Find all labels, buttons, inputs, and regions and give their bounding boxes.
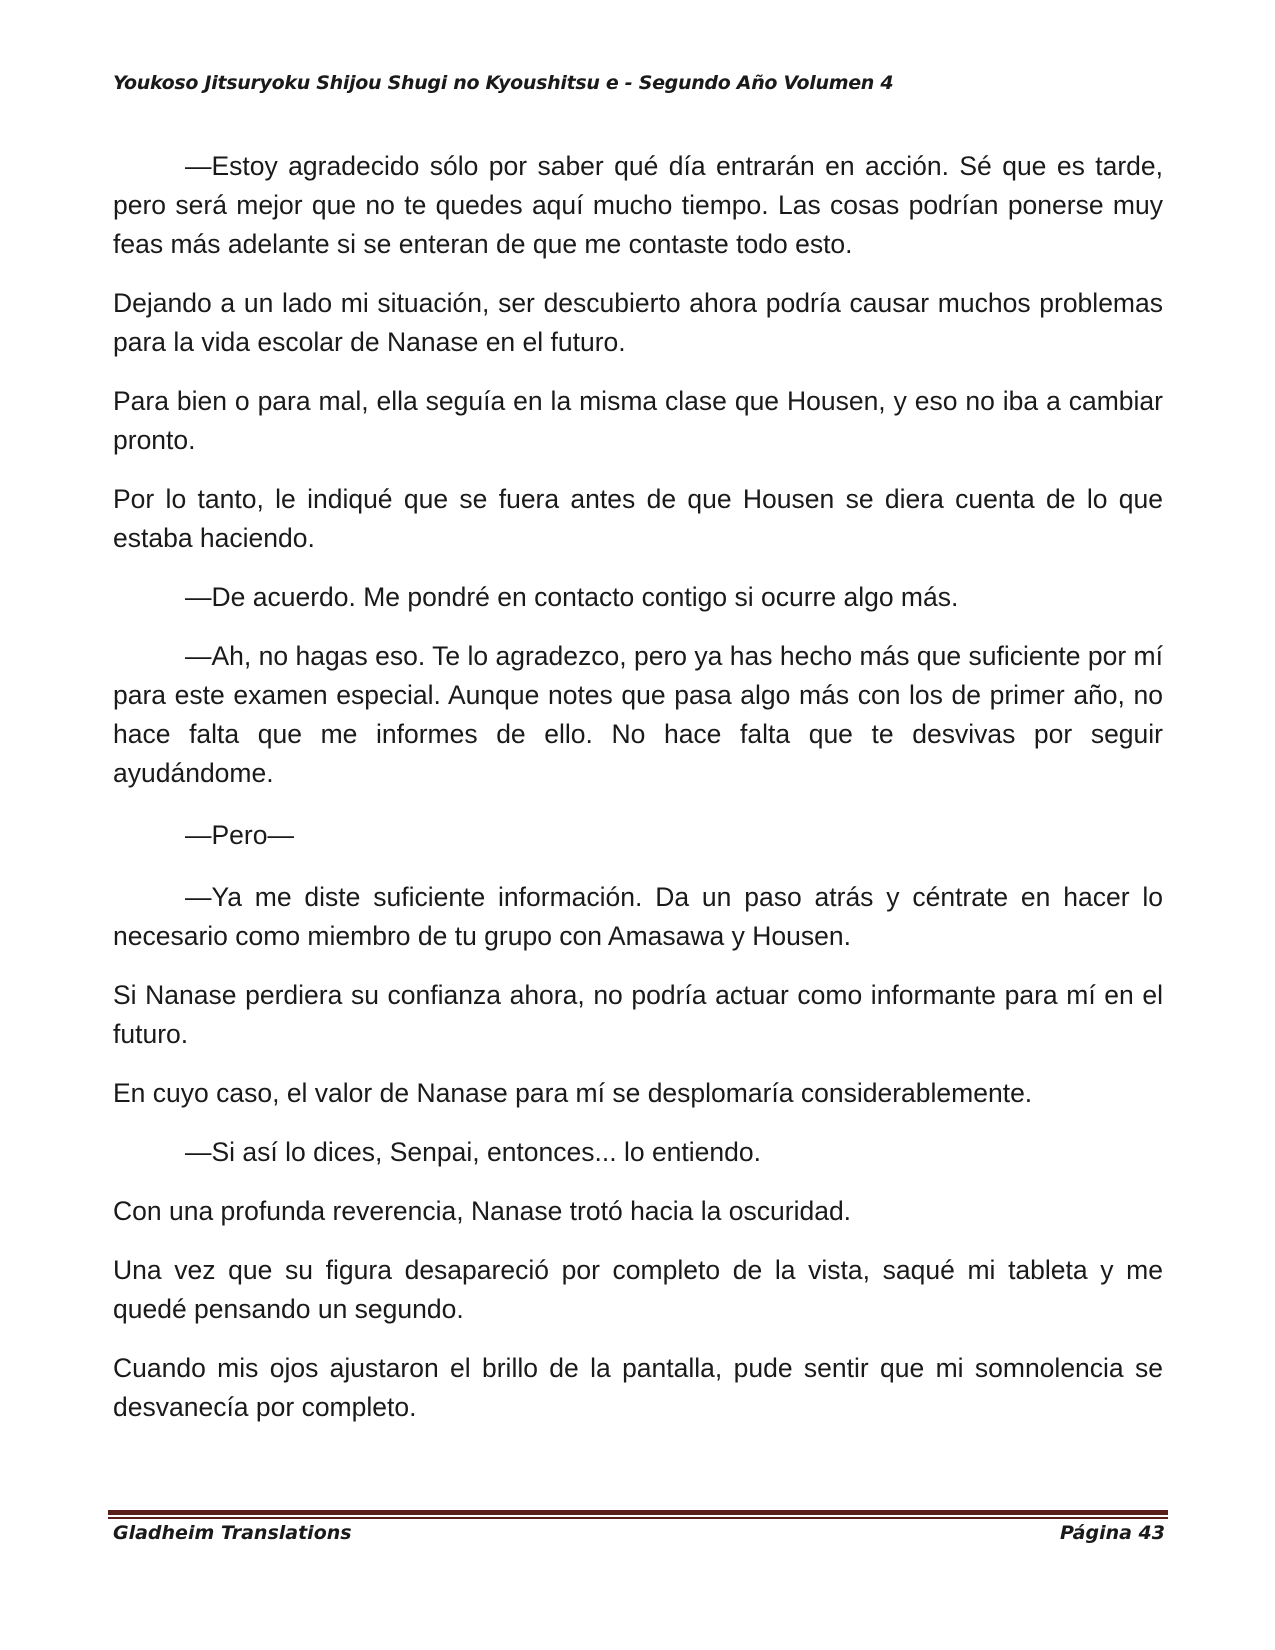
paragraph: —Pero— xyxy=(185,820,294,850)
paragraph: —Estoy agradecido sólo por saber qué día entrarán en acción. Sé que es tarde, pero será mejor que no te quedes aquí mucho tiempo. Las cosas podrían ponerse muy feas más adelante si se enteran de que me contaste todo esto. xyxy=(113,151,1163,259)
page-body xyxy=(113,147,1163,1447)
paragraph: Por lo tanto, le indiqué que se fuera antes de que Housen se diera cuenta de lo que estaba haciendo. xyxy=(113,484,1163,553)
paragraph: —Ah, no hagas eso. Te lo agradezco, pero ya has hecho más que suficiente por mí para este examen especial. Aunque notes que pasa algo más con los de primer año, no hace falta que me informes de ello. No hace falta que te desvivas por seguir ayudándome. xyxy=(113,641,1163,788)
paragraph: Una vez que su figura desapareció por completo de la vista, saqué mi tableta y me quedé pensando un segundo. xyxy=(113,1255,1163,1324)
paragraph: —Ya me diste suficiente información. Da un paso atrás y céntrate en hacer lo necesario como miembro de tu grupo con Amasawa y Housen. xyxy=(113,882,1163,951)
paragraph: Dejando a un lado mi situación, ser descubierto ahora podría causar muchos problemas para la vida escolar de Nanase en el futuro. xyxy=(113,288,1163,357)
footer-divider-thin xyxy=(108,1517,1168,1519)
paragraph: Si Nanase perdiera su confianza ahora, no podría actuar como informante para mí en el futuro. xyxy=(113,980,1163,1049)
paragraph: —Si así lo dices, Senpai, entonces... lo entiendo. xyxy=(185,1137,761,1167)
running-header: Youkoso Jitsuryoku Shijou Shugi no Kyoushitsu e - Segundo Año Volumen 4 xyxy=(113,72,894,94)
paragraph: En cuyo caso, el valor de Nanase para mí se desplomaría considerablemente. xyxy=(113,1078,1033,1108)
paragraph: Con una profunda reverencia, Nanase trotó hacia la oscuridad. xyxy=(113,1196,852,1226)
footer-publisher: Gladheim Translations xyxy=(113,1522,352,1544)
paragraph: —De acuerdo. Me pondré en contacto contigo si ocurre algo más. xyxy=(185,582,959,612)
paragraph: Cuando mis ojos ajustaron el brillo de la pantalla, pude sentir que mi somnolencia se desvanecía por completo. xyxy=(113,1353,1163,1422)
footer-page-number: Página 43 xyxy=(1059,1522,1165,1544)
paragraph: Para bien o para mal, ella seguía en la misma clase que Housen, y eso no iba a cambiar pronto. xyxy=(113,386,1163,455)
